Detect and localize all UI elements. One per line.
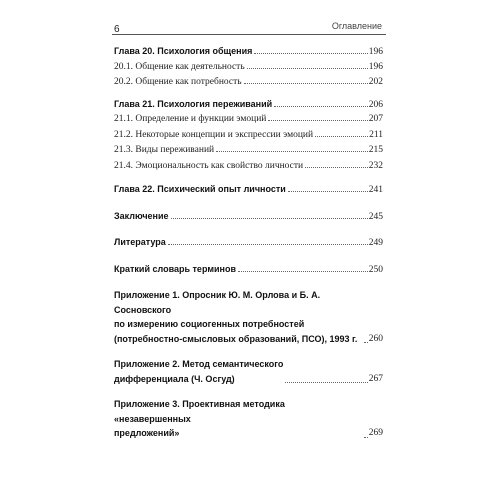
- appendix-2-line-1: Приложение 2. Метод семантического: [114, 359, 284, 369]
- toc-page-number: 202: [368, 77, 383, 87]
- toc-entry-title: Краткий словарь терминов: [114, 263, 236, 274]
- toc-entry-title: 21.1. Определение и функции эмоций: [114, 114, 267, 124]
- toc-entry-section-21-1[interactable]: [114, 112, 383, 128]
- running-head: Оглавление: [331, 21, 382, 31]
- dot-leader: [274, 106, 368, 107]
- page-number: 6: [114, 24, 120, 35]
- toc-page-number: 196: [368, 47, 383, 57]
- toc-entry-section-21-3[interactable]: [114, 143, 383, 159]
- dot-leader: [238, 271, 368, 272]
- dot-leader: [171, 218, 368, 219]
- dot-leader: [315, 136, 368, 137]
- toc-entry-title: 20.2. Общение как потребность: [114, 77, 242, 87]
- toc-entry-chapter-20[interactable]: [114, 44, 383, 60]
- toc-page-number: 269: [368, 428, 383, 438]
- appendix-3-line-2: предложений»: [114, 428, 180, 438]
- toc-entry-section-20-1[interactable]: [114, 60, 383, 76]
- toc-entry-title: [114, 288, 362, 346]
- dot-leader: [288, 191, 368, 192]
- toc-entry-title: 20.1. Общение как деятельность: [114, 61, 245, 72]
- dot-leader: [268, 120, 367, 121]
- toc-entry-glossary[interactable]: [114, 262, 383, 278]
- toc-entry-chapter-22[interactable]: [114, 182, 383, 198]
- toc-entry-title: Глава 20. Психология общения: [114, 46, 253, 56]
- toc-entry-title: Глава 21. Психология переживаний: [114, 98, 273, 109]
- dot-leader: [247, 68, 368, 69]
- toc-entry-title: 21.2. Некоторые концепции и экспрессии эмоций: [114, 129, 314, 140]
- toc-entry-section-21-4[interactable]: [114, 159, 383, 175]
- toc-entry-appendix-3[interactable]: [114, 397, 383, 441]
- toc-entry-title: 21.4. Эмоциональность как свойство личности: [114, 160, 304, 171]
- appendix-1-line-1: Приложение 1. Опросник Ю. М. Орлова и Б. А. Сосновского: [114, 290, 321, 315]
- toc-entry-appendix-1[interactable]: [114, 288, 383, 346]
- dot-leader: [216, 151, 368, 152]
- toc-entry-appendix-2[interactable]: [114, 357, 383, 386]
- toc-page-number: 196: [368, 61, 383, 72]
- dot-leader: [168, 244, 368, 245]
- toc-page-number: 260: [368, 333, 383, 344]
- appendix-2-line-2: дифференциала (Ч. Осгуд): [114, 373, 235, 384]
- toc-entry-title: [114, 357, 283, 386]
- dot-leader: [305, 167, 368, 168]
- toc-entry-title: Литература: [114, 237, 166, 247]
- appendix-3-line-1: Приложение 3. Проективная методика «незавершенных: [114, 399, 285, 424]
- table-of-contents: [114, 44, 383, 441]
- toc-entry-title: Заключение: [114, 210, 169, 221]
- toc-page-number: 206: [368, 99, 383, 110]
- header-rule: [112, 34, 386, 35]
- toc-entry-chapter-21[interactable]: [114, 97, 383, 113]
- toc-entry-conclusion[interactable]: [114, 209, 383, 225]
- toc-entry-section-20-2[interactable]: [114, 75, 383, 91]
- dot-leader: [244, 83, 368, 84]
- toc-page-number: 241: [368, 185, 383, 195]
- toc-page-number: 215: [368, 145, 383, 155]
- toc-page-number: 250: [368, 264, 383, 275]
- appendix-1-line-3: (потребностно-смысловых образований, ПСО), 1993 г.: [114, 333, 358, 344]
- toc-page-number: 245: [368, 211, 383, 222]
- dot-leader: [285, 382, 367, 383]
- toc-entry-title: [114, 397, 362, 441]
- appendix-1-line-2: по измерению социогенных потребностей: [114, 319, 305, 329]
- toc-entry-literature[interactable]: [114, 235, 383, 251]
- toc-entry-title: Глава 22. Психический опыт личности: [114, 184, 286, 194]
- toc-page-number: 211: [369, 129, 383, 140]
- dot-leader: [364, 342, 368, 343]
- toc-page-number: 267: [368, 373, 383, 384]
- dot-leader: [364, 437, 368, 438]
- dot-leader: [254, 53, 367, 54]
- toc-page-number: 249: [368, 238, 383, 248]
- toc-entry-title: 21.3. Виды переживаний: [114, 145, 215, 155]
- toc-page-number: 232: [368, 160, 383, 171]
- toc-page-number: 207: [368, 114, 383, 124]
- toc-entry-section-21-2[interactable]: [114, 128, 383, 144]
